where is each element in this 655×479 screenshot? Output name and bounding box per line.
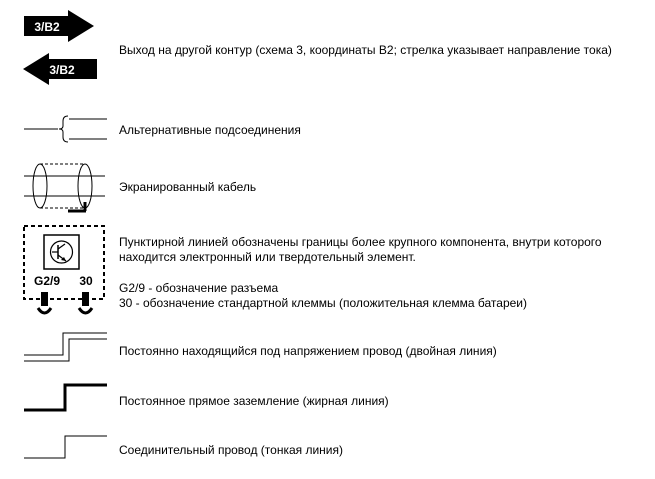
connector-pin: [41, 292, 48, 306]
ground-wire-icon: [24, 385, 107, 410]
component-icon: [24, 226, 104, 313]
component-description-line1: Пунктирной линией обозначены границы более крупного компонента, внутри которого: [119, 235, 602, 249]
shielded-cable-icon: [24, 164, 105, 211]
live-wire-description: Постоянно находящийся под напряжением провод (двойная линия): [119, 344, 497, 358]
connector-note: G2/9 - обозначение разъема: [119, 281, 279, 295]
terminal-label: 30: [79, 274, 93, 288]
terminal-note: 30 - обозначение стандартной клеммы (положительная клемма батареи): [119, 296, 527, 310]
connecting-wire-description: Соединительный провод (тонкая линия): [119, 443, 344, 457]
arrow-right-icon: [24, 10, 94, 42]
connecting-wire-icon: [24, 436, 107, 458]
terminal-pin: [82, 292, 89, 306]
arrow-in-label: 3/B2: [49, 63, 75, 77]
alternative-connection-icon: [24, 116, 107, 142]
connector-label: G2/9: [33, 274, 61, 288]
ground-wire-description: Постоянное прямое заземление (жирная линия): [119, 394, 389, 408]
alternative-description: Альтернативные подсоединения: [119, 123, 301, 137]
arrow-out-label: 3/B2: [34, 20, 60, 34]
component-description-line2: находится электронный или твердотельный элемент.: [119, 250, 416, 264]
shielded-description: Экранированный кабель: [119, 180, 257, 194]
live-wire-icon: [24, 333, 107, 361]
arrow-left-icon: [23, 53, 97, 85]
arrows-description: Выход на другой контур (схема 3, координаты B2; стрелка указывает направление тока): [119, 43, 612, 57]
